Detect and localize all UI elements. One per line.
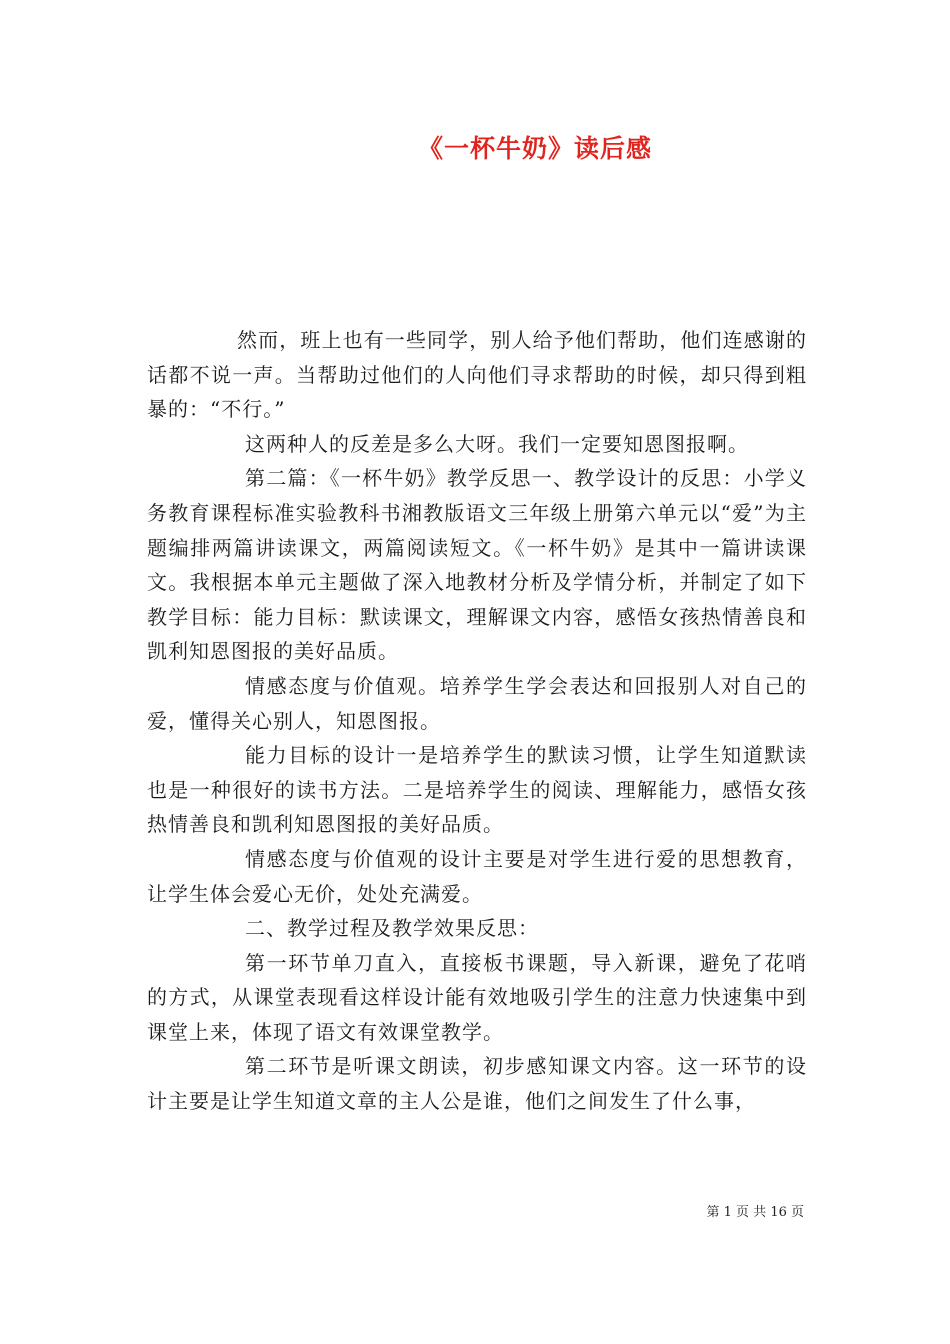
document-body — [147, 323, 807, 1119]
paragraph: 能力目标的设计一是培养学生的默读习惯，让学生知道默读也是一种很好的读书方法。二是培养学生的阅读、理解能力，感悟女孩热情善良和凯利知恩图报的美好品质。 — [147, 743, 807, 837]
paragraph: 第一环节单刀直入，直接板书课题，导入新课，避免了花哨的方式，从课堂表现看这样设计能有效地吸引学生的注意力快速集中到课堂上来，体现了语文有效课堂教学。 — [147, 950, 807, 1044]
paragraph: 二、教学过程及教学效果反思： — [245, 916, 539, 941]
paragraph: 情感态度与价值观的设计主要是对学生进行爱的思想教育，让学生体会爱心无价，处处充满爱。 — [147, 846, 807, 906]
paragraph: 第二篇：《一杯牛奶》教学反思一、教学设计的反思：小学义务教育课程标准实验教科书湘教版语文三年级上册第六单元以“爱”为主题编排两篇讲读课文，两篇阅读短文。《一杯牛奶》是其中一篇讲读课文。我根据本单元主题做了深入地教材分析及学情分析，并制定了如下教学目标：能力目标：默读课文，理解课文内容，感悟女孩热情善良和凯利知恩图报的美好品质。 — [147, 466, 807, 664]
page-number-footer: 第 1 页 共 16 页 — [706, 1205, 804, 1220]
paragraph: 情感态度与价值观。培养学生学会表达和回报别人对自己的爱，懂得关心别人，知恩图报。 — [147, 673, 807, 733]
paragraph: 这两种人的反差是多么大呀。我们一定要知恩图报啊。 — [245, 431, 749, 456]
paragraph: 然而，班上也有一些同学，别人给予他们帮助，他们连感谢的话都不说一声。当帮助过他们的人向他们寻求帮助的时候，却只得到粗暴的：“不行。” — [147, 328, 807, 422]
document-title: 《一杯牛奶》读后感 — [417, 134, 652, 163]
paragraph: 第二环节是听课文朗读，初步感知课文内容。这一环节的设计主要是让学生知道文章的主人公是谁，他们之间发生了什么事， — [147, 1054, 807, 1114]
